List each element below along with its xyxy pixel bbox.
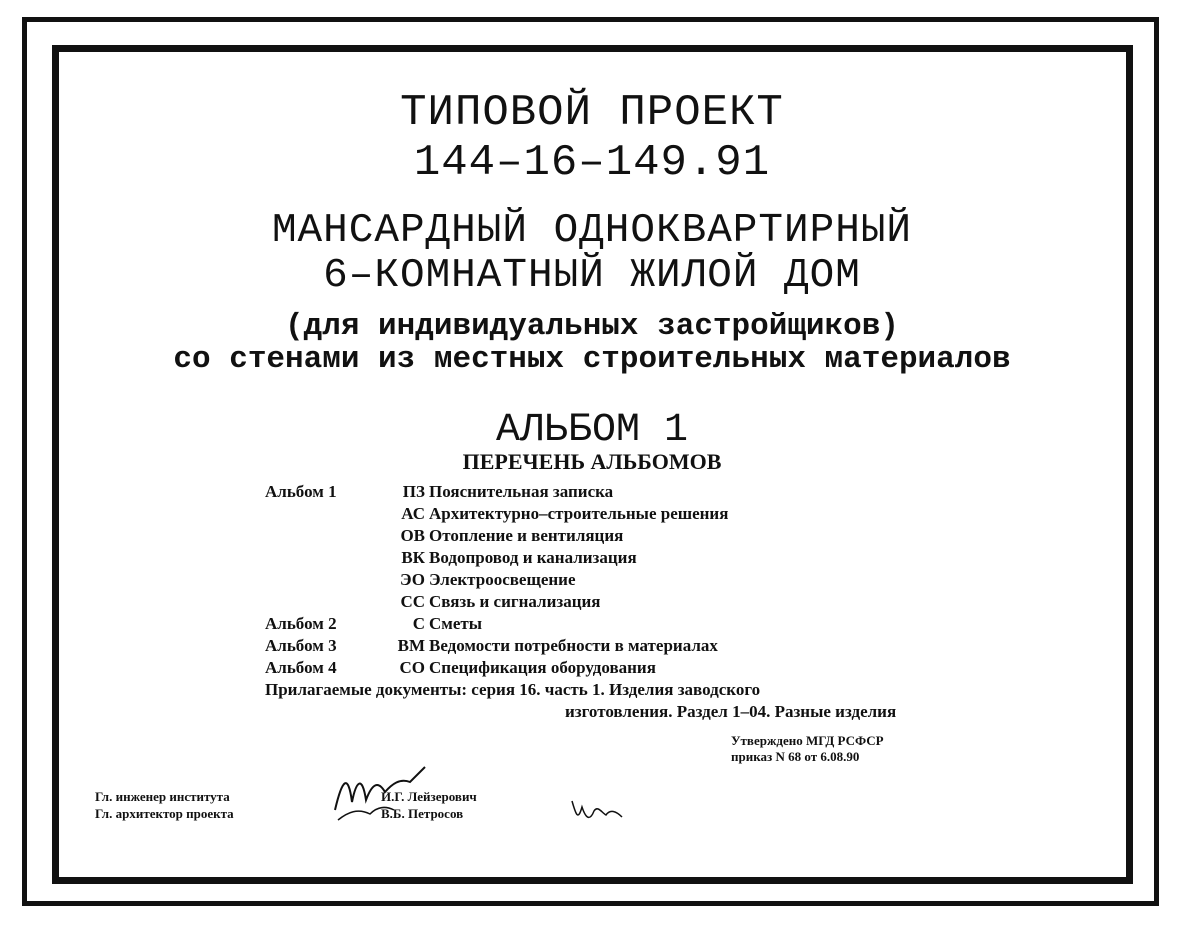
approval-line-1: Утверждено МГД РСФСР <box>731 733 884 748</box>
section-code: СС <box>400 592 425 611</box>
section-title: Пояснительная записка <box>429 482 614 501</box>
project-subtitle-1: (для индивидуальных застройщиков) <box>285 309 899 344</box>
signature-row <box>95 806 464 822</box>
section-title: Ведомости потребности в материалах <box>429 636 718 655</box>
signature-role: Гл. инженер института <box>95 789 230 804</box>
album-label: Альбом 1 <box>265 482 337 501</box>
signature-name: И.Г. Лейзерович <box>381 789 477 804</box>
album-list-heading: ПЕРЕЧЕНЬ АЛЬБОМОВ <box>462 449 722 474</box>
handwritten-signature-1 <box>330 762 440 824</box>
section-title: Связь и сигнализация <box>429 592 601 611</box>
signature-role: Гл. архитектор проекта <box>95 806 234 821</box>
section-title: Архитектурно–строительные решения <box>429 504 729 523</box>
section-code: ОВ <box>400 526 425 545</box>
section-title: Электроосвещение <box>429 570 576 589</box>
project-name-line-1: МАНСАРДНЫЙ ОДНОКВАРТИРНЫЙ <box>271 208 913 254</box>
album-label: Альбом 3 <box>265 636 337 655</box>
section-code: АС <box>401 504 425 523</box>
approval-line-2: приказ N 68 от 6.08.90 <box>731 749 860 764</box>
section-title: Спецификация оборудования <box>429 658 656 677</box>
section-title: Водопровод и канализация <box>429 548 637 567</box>
section-code: СО <box>399 658 425 677</box>
album-label: Альбом 4 <box>265 658 337 677</box>
handwritten-signature-2 <box>568 795 628 827</box>
album-label: Альбом 2 <box>265 614 337 633</box>
section-code: ПЗ <box>402 482 425 501</box>
album-heading: АЛЬБОМ 1 <box>495 408 689 453</box>
section-title: Сметы <box>429 614 483 633</box>
section-title: Отопление и вентиляция <box>429 526 624 545</box>
project-number: 144–16–149.91 <box>413 138 771 188</box>
project-subtitle-2: со стенами из местных строительных материалов <box>173 342 1011 377</box>
section-code: ВК <box>401 548 425 567</box>
attached-documents-line-1: Прилагаемые документы: серия 16. часть 1. Изделия заводского <box>265 680 761 699</box>
section-code: С <box>412 614 425 633</box>
project-name-line-2: 6–КОМНАТНЫЙ ЖИЛОЙ ДОМ <box>323 253 861 299</box>
signature-name: В.Б. Петросов <box>381 806 464 821</box>
section-code: ЭО <box>400 570 425 589</box>
section-code: ВМ <box>397 636 425 655</box>
signature-row <box>95 789 477 805</box>
document-type-title: ТИПОВОЙ ПРОЕКТ <box>400 88 784 138</box>
attached-documents-line-2: изготовления. Раздел 1–04. Разные изделия <box>565 702 897 721</box>
